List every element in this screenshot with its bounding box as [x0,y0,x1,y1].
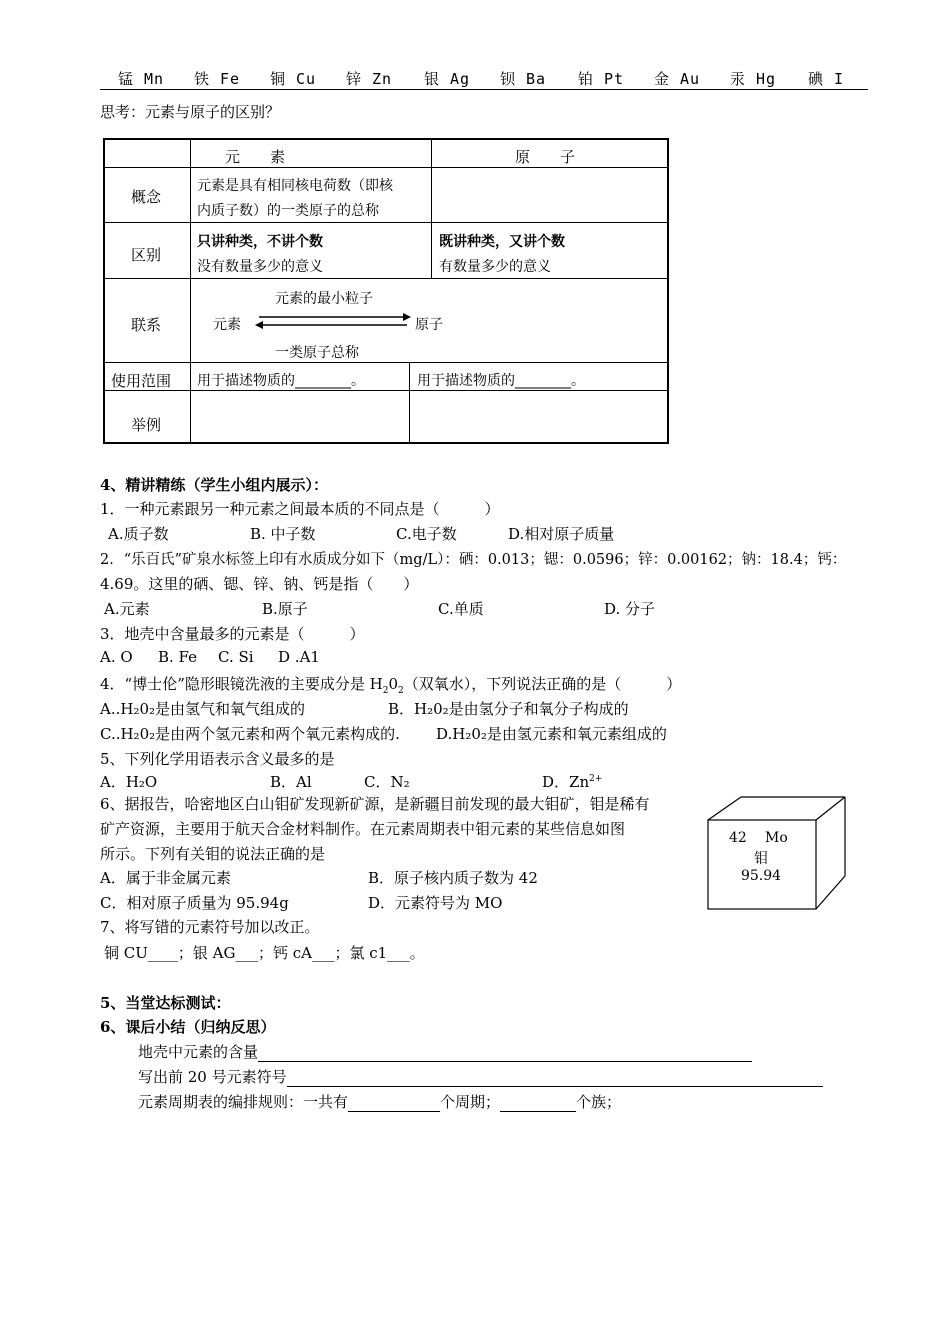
q3-option-a: A. O [100,648,133,666]
mo-name: 钼 [754,851,768,867]
scope-atom: 用于描述物质的________。 [417,373,585,389]
q5-option-d-base: D．Zn [542,773,590,791]
element-i: 碘 I [808,70,845,88]
table-col-rule [190,140,191,444]
q6-option-d: D．元素符号为 MO [368,894,503,912]
q5-option-d-charge: 2+ [589,774,603,784]
q7-stem: 7、将写错的元素符号加以改正。 [100,918,320,936]
q5-option-c: C．N₂ [364,773,410,791]
q7-answer-line: 铜 CU____；银 AG___；钙 cA___；氯 c1___。 [104,944,425,962]
section-5-title: 5、当堂达标测试： [100,994,231,1012]
q5-option-a: A．H₂O [100,773,158,791]
q4-option-b: B．H₂0₂是由氢分子和氧分子构成的 [388,700,629,718]
q4-stem: 4．“博士伦”隐形眼镜洗液的主要成分是 $H_20_2$（双氧水），下列说法正确的是（ ） [100,675,682,696]
q4-option-a: A..H₂0₂是由氢气和氧气组成的 [100,700,306,718]
summary-periodic-label: 元素周期表的编排规则：一共有 [138,1093,349,1111]
q6-stem-line1: 6、据报告，哈密地区白山钼矿发现新矿源，是新疆目前发现的最大钼矿，钼是稀有 [100,795,650,813]
summary-first-20-blank[interactable] [287,1068,823,1087]
think-question: 思考：元素与原子的区别？ [100,103,281,121]
q5-option-b: B．Al [270,773,312,791]
molybdenum-element-card [707,796,847,910]
table-col-rule [431,140,432,278]
q4-stem-mid: 0 [388,675,399,693]
mo-atomic-mass: 95.94 [740,868,782,884]
q6-option-a: A．属于非金属元素 [100,869,231,887]
q4-stem-post: （双氧水），下列说法正确的是（ ） [403,675,682,693]
relation-atom: 原子 [415,317,443,333]
element-atom-table [103,138,669,444]
q6-option-b: B．原子核内质子数为 42 [368,869,538,887]
relation-arrows-icon [255,312,411,330]
summary-periodic-table [138,1091,621,1112]
col-header-element: 元 素 [225,148,286,166]
q4-option-c: C..H₂0₂是由两个氢元素和两个氧元素构成的. [100,725,400,743]
summary-periods-blank[interactable] [348,1093,440,1112]
concept-element-line1: 元素是具有相同核电荷数（即核 [197,178,393,194]
summary-first-20-label: 写出前 20 号元素符号 [138,1068,287,1086]
element-ag: 银 Ag [424,70,471,88]
q4-stem-pre: 4．“博士伦”隐形眼镜洗液的主要成分是 H [100,675,383,693]
element-cu: 铜 Cu [270,70,317,88]
q3-option-b: B. Fe [158,648,198,666]
section-6-title: 6、课后小结（归纳反思） [100,1018,276,1036]
header-rule [100,89,868,90]
q3-stem: 3．地壳中含量最多的元素是（ ） [100,625,365,643]
q4-option-d: D.H₂0₂是由氢元素和氧元素组成的 [436,725,667,743]
row-label-example: 举例 [131,416,162,434]
summary-periods-unit: 个周期； [440,1093,501,1111]
mo-atomic-number: 42 [729,830,747,846]
summary-crust-content [138,1041,752,1062]
q2-stem-line1: 2．“乐百氏”矿泉水标签上印有水质成分如下（mg/L）：硒：0.013；锶：0.0596；锌：0.00162；钠：18.4；钙： [100,552,847,568]
q6-stem-line3: 所示。下列有关钼的说法正确的是 [100,845,326,863]
summary-groups-blank[interactable] [500,1093,576,1112]
q2-option-d: D. 分子 [604,600,656,618]
diff-element-plain: 没有数量多少的意义 [197,259,323,275]
summary-crust-blank[interactable] [258,1043,752,1062]
element-fe: 铁 Fe [194,70,241,88]
mo-symbol: Mo [765,830,788,846]
q6-option-c: C．相对原子质量为 95.94g [100,894,289,912]
element-au: 金 Au [654,70,701,88]
q5-stem: 5、下列化学用语表示含义最多的是 [100,750,335,768]
table-col-rule [409,362,410,444]
relation-top-label: 元素的最小粒子 [275,291,373,307]
q1-stem: 1．一种元素跟另一种元素之间最本质的不同点是（ ） [100,500,500,518]
row-label-relation: 联系 [131,316,162,334]
q2-option-c: C.单质 [438,600,484,618]
row-label-concept: 概念 [131,188,162,206]
q3-option-d: D .A1 [278,648,320,666]
col-header-atom: 原 子 [515,148,576,166]
row-label-scope: 使用范围 [111,372,172,390]
diff-atom-plain: 有数量多少的意义 [439,259,551,275]
q1-option-c: C.电子数 [396,525,457,543]
scope-element: 用于描述物质的________。 [197,373,365,389]
diff-atom-bold: 既讲种类，又讲个数 [439,234,565,250]
q1-option-b: B. 中子数 [250,525,316,543]
q1-option-a: A.质子数 [108,525,169,543]
q1-option-d: D.相对原子质量 [508,525,615,543]
q2-stem-line2: 4.69。这里的硒、锶、锌、钠、钙是指（ ） [100,575,419,593]
element-mn: 锰 Mn [118,70,165,88]
summary-groups-unit: 个族； [576,1093,622,1111]
q5-option-d [542,771,602,792]
element-pt: 铂 Pt [578,70,625,88]
concept-element-line2: 内质子数）的一类原子的总称 [197,203,379,219]
q3-option-c: C. Si [218,648,254,666]
element-hg: 汞 Hg [730,70,777,88]
diff-element-bold: 只讲种类，不讲个数 [197,234,323,250]
row-label-difference: 区别 [131,246,162,264]
summary-crust-label: 地壳中元素的含量 [138,1043,259,1061]
q2-option-b: B.原子 [262,600,308,618]
q2-option-a: A.元素 [104,600,150,618]
element-zn: 锌 Zn [346,70,393,88]
element-ba: 钡 Ba [500,70,547,88]
summary-first-20 [138,1066,823,1087]
relation-bottom-label: 一类原子总称 [275,345,359,361]
element-symbol-row [118,68,868,88]
section-4-title: 4、精讲精练（学生小组内展示）： [100,476,328,494]
q6-stem-line2: 矿产资源，主要用于航天合金材料制作。在元素周期表中钼元素的某些信息如图 [100,820,626,838]
relation-element: 元素 [213,317,241,333]
